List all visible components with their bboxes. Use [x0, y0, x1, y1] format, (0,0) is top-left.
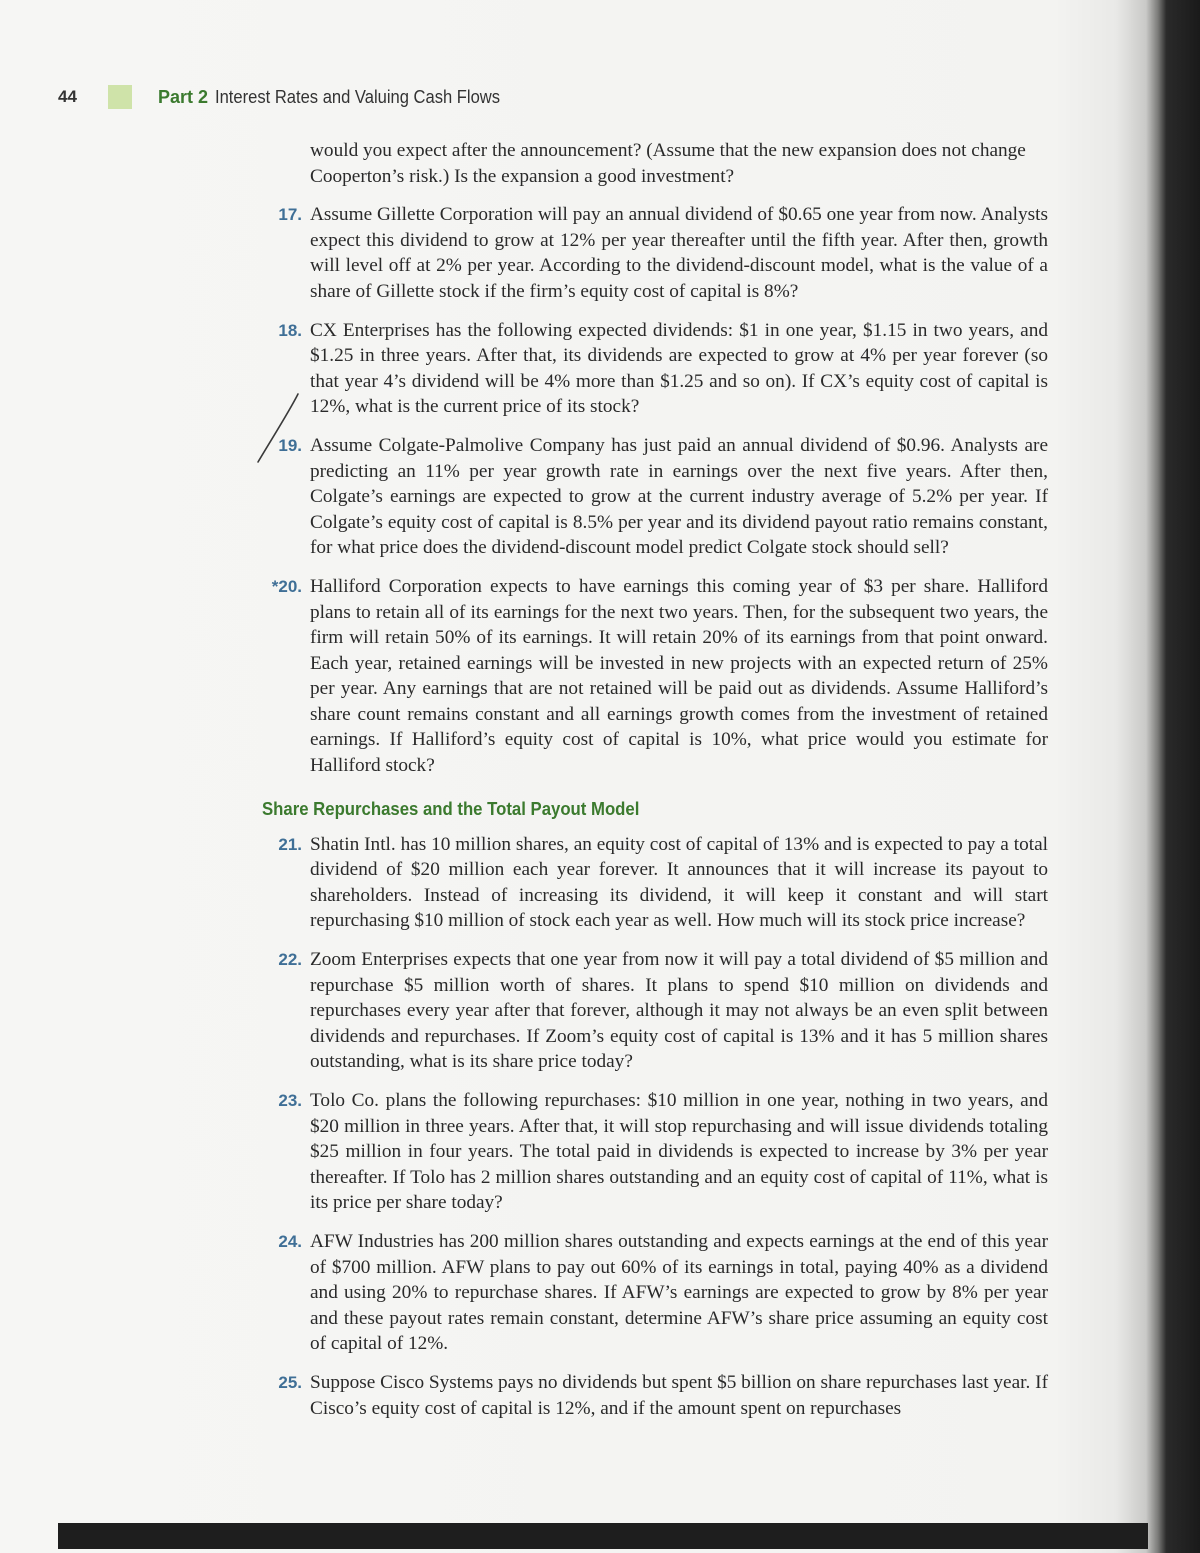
- problem-text: Tolo Co. plans the following repurchases: $10 million in one year, nothing in two years, and $20 million in three years. After that, it will stop repurchasing and will issue dividends totaling $25 million in four years. The total paid in dividends is expected to increase by 3% per year thereafter. If Tolo has 2 million shares outstanding and an equity cost of capital of 11%, what is its price per share today?: [310, 1090, 1048, 1214]
- problem-text: Assume Colgate-Palmolive Company has just paid an annual dividend of $0.96. Analysts are predicting an 11% per year growth rate in earnings over the next five years. After then, Colgate’s earnings are expected to grow at the current industry average of 5.2% per year. If Colgate’s equity cost of capital is 8.5% per year and its dividend payout ratio remains constant, for what price does the dividend-discount model predict Colgate stock should sell?: [310, 434, 1048, 559]
- problem-text: Shatin Intl. has 10 million shares, an equity cost of capital of 13% and is expected to pay a total dividend of $20 million each year forever. It announces that it will increase its payout to shareholders. Instead of increasing its dividend, it will keep it constant and will start repurchasing $10 million of stock each year as well. How much will its stock price increase?: [310, 833, 1048, 932]
- problem-text: AFW Industries has 200 million shares outstanding and expects earnings at the end of this year of $700 million. AFW plans to pay out 60% of its earnings in total, paying 40% as a dividend and using 20% to repurchase shares. If AFW’s earnings are expected to grow by 8% per year and these payout rates remain constant, determine AFW’s share price assuming an equity cost of capital of 12%.: [310, 1230, 1048, 1355]
- problem-list-dividend-discount: [262, 202, 1048, 778]
- problem-number: 19.: [278, 435, 302, 455]
- problem-number: 18.: [278, 320, 302, 340]
- problem-text: Zoom Enterprises expects that one year from now it will pay a total dividend of $5 million and repurchase $5 million worth of shares. It plans to spend $10 million on dividends and repurchases every year after that forever, although it may not always be an even split between dividends and repurchases. If Zoom’s equity cost of capital is 13% and it has 5 million shares outstanding, what is its share price today?: [310, 949, 1048, 1073]
- part-label: Part 2: [158, 86, 209, 107]
- problem-number: 22.: [278, 950, 302, 970]
- page-number: 44: [58, 87, 77, 106]
- problem-item: [262, 318, 1048, 420]
- problem-item: [262, 1088, 1048, 1216]
- header-color-tab: [108, 85, 132, 109]
- problem-number: 23.: [278, 1091, 302, 1110]
- problem-item: [262, 947, 1048, 1075]
- problem-item: [262, 1370, 1048, 1421]
- problem-item: [262, 1229, 1048, 1357]
- problem-item: [262, 202, 1048, 304]
- section-heading: Share Repurchases and the Total Payout Model: [262, 798, 640, 819]
- problem-item: [262, 832, 1048, 934]
- problem-text: Halliford Corporation expects to have earnings this coming year of $3 per share. Halliford plans to retain all of its earnings for the next two years. Then, for the subsequent two years, the firm will retain 50% of its earnings. It will retain 20% of its earnings from that point onward. Each year, retained earnings will be invested in new projects with an expected return of 25% per year. Any earnings that are not retained will be paid out as dividends. Assume Halliford’s share count remains constant and all earnings growth comes from the investment of retained earnings. If Halliford’s equity cost of capital is 10%, what price would you estimate for Halliford stock?: [310, 575, 1048, 777]
- problem-list-total-payout: [262, 832, 1048, 1421]
- running-header: [58, 82, 525, 112]
- continued-problem-text: would you expect after the announcement? (Assume that the new expansion does not change Cooperton’s risk.) Is the expansion a good investment?: [310, 140, 1026, 187]
- problem-text: Suppose Cisco Systems pays no dividends but spent $5 billion on share repurchases last year. If Cisco’s equity cost of capital is 12%, and if the amount spent on repurchases: [310, 1371, 1048, 1419]
- scan-bottom-edge: [58, 1523, 1148, 1549]
- problem-content: [262, 138, 1048, 1434]
- problem-number: *20.: [271, 576, 302, 596]
- problem-number: 21.: [278, 834, 302, 854]
- part-title: Interest Rates and Valuing Cash Flows: [215, 86, 501, 107]
- problem-item: [262, 574, 1048, 779]
- problem-text: Assume Gillette Corporation will pay an annual dividend of $0.65 one year from now. Analysts expect this dividend to grow at 12% per year thereafter until the fifth year. After then, growth will level off at 2% per year. According to the dividend-discount model, what is the value of a share of Gillette stock if the firm’s equity cost of capital is 8%?: [310, 204, 1048, 302]
- problem-number: 17.: [278, 205, 302, 225]
- problem-item: [262, 433, 1048, 561]
- problem-number: 24.: [278, 1231, 302, 1251]
- problem-text: CX Enterprises has the following expected dividends: $1 in one year, $1.15 in two years, and $1.25 in three years. After that, its dividends are expected to grow at 4% per year forever (so that year 4’s dividend will be 4% more than $1.25 and so on). If CX’s equity cost of capital is 12%, what is the current price of its stock?: [310, 319, 1048, 418]
- problem-number: 25.: [278, 1372, 302, 1392]
